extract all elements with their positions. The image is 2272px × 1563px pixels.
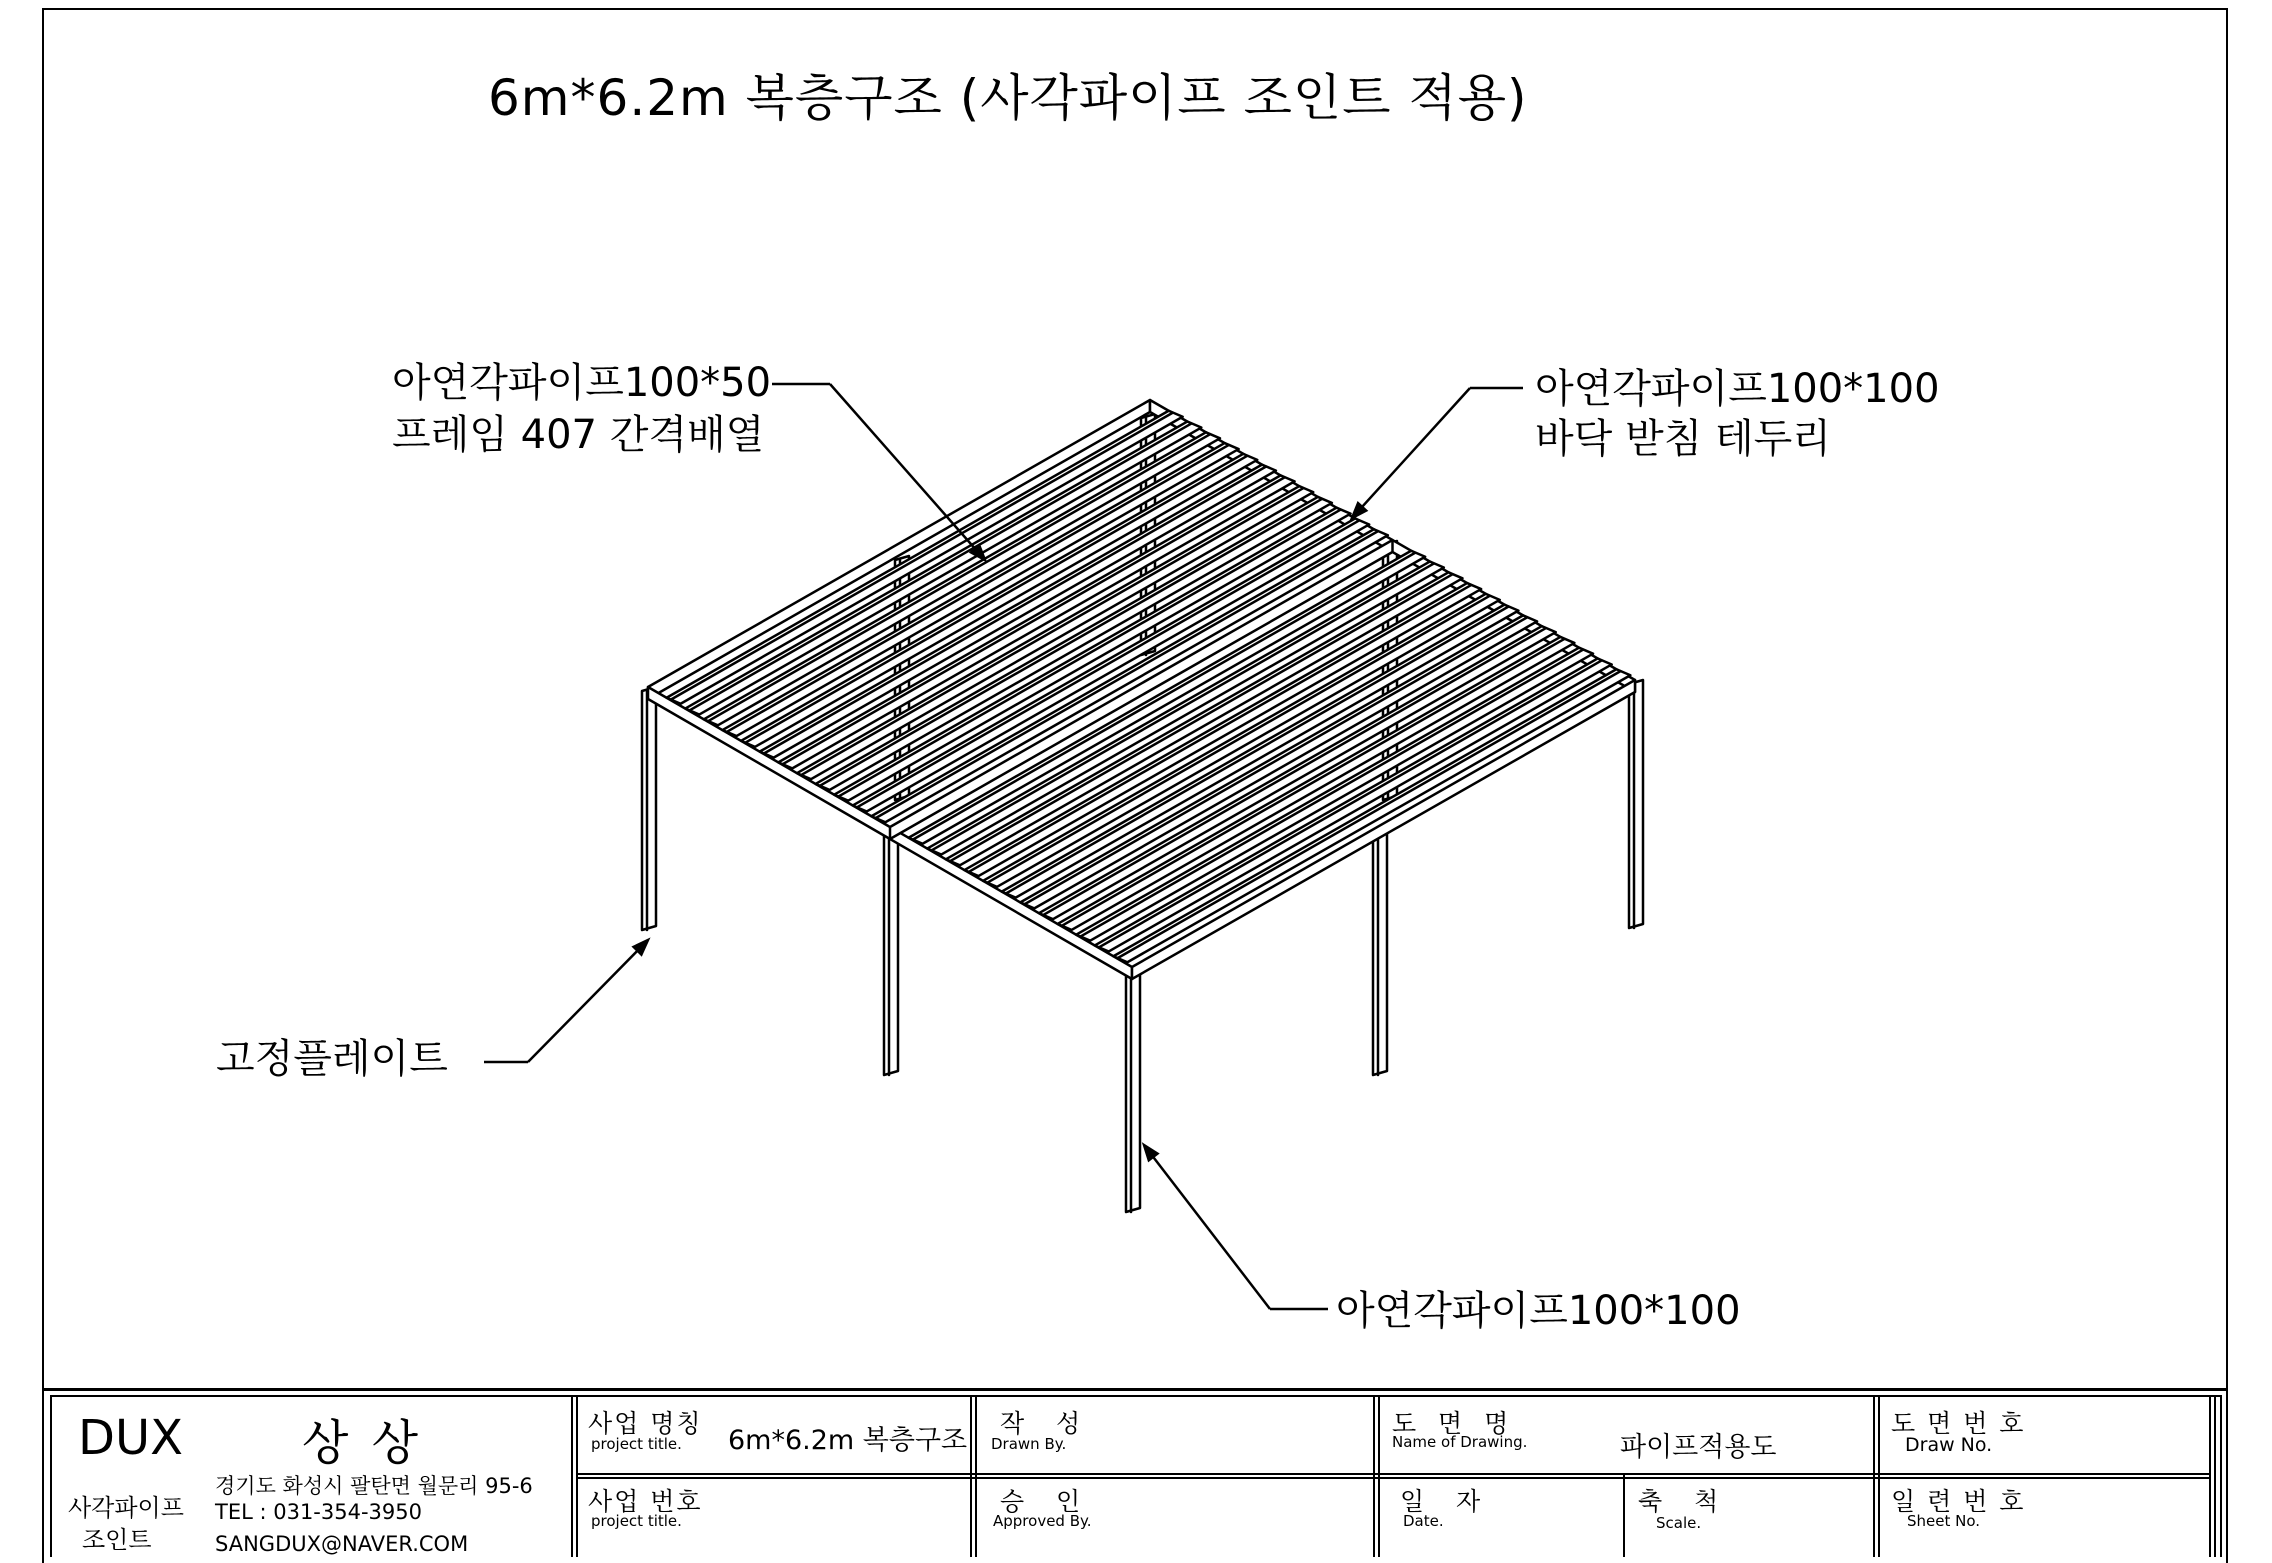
drawing-name-heading: 도 면 명: [1392, 1409, 1511, 1438]
project-name-heading: 사업 명칭: [588, 1409, 703, 1438]
leader-rim: [1352, 388, 1470, 518]
drawing-name-value: 파이프적용도: [1620, 1432, 1777, 1463]
leader-post: [1144, 1145, 1270, 1309]
rim-label-line2: 바닥 받침 테두리: [1535, 416, 1831, 462]
company-tel: TEL : 031-354-3950: [215, 1500, 422, 1524]
product-line1: 사각파이프: [68, 1494, 184, 1522]
drawing-name-subheading: Name of Drawing.: [1392, 1433, 1528, 1451]
column-3: [1629, 680, 1643, 928]
column-1: [642, 687, 656, 930]
scale-subheading: Scale.: [1656, 1514, 1702, 1532]
column-2: [1126, 967, 1140, 1212]
project-name-value: 6m*6.2m 복층구조: [728, 1425, 968, 1456]
project-no-subheading: project title.: [591, 1512, 682, 1530]
column-5: [1373, 831, 1387, 1075]
post-label: 아연각파이프100*100: [1336, 1288, 1741, 1334]
column-4: [884, 827, 898, 1075]
drawn-by-heading: 작 성: [1000, 1409, 1083, 1438]
draw-no-subheading: Draw No.: [1905, 1434, 1993, 1456]
date-heading: 일 자: [1400, 1487, 1483, 1516]
plate-label: 고정플레이트: [216, 1036, 448, 1082]
joist-label-line1: 아연각파이프100*50: [392, 360, 772, 406]
company-email: SANGDUX@NAVER.COM: [215, 1532, 469, 1556]
project-no-heading: 사업 번호: [588, 1487, 703, 1516]
project-name-subheading: project title.: [591, 1435, 682, 1453]
approved-by-heading: 승 인: [1000, 1487, 1083, 1516]
sheet-no-heading: 일 련 번 호: [1891, 1487, 2026, 1516]
leader-joist: [830, 384, 985, 560]
rim-label-line1: 아연각파이프100*100: [1535, 366, 1940, 412]
drawn-by-subheading: Drawn By.: [991, 1435, 1067, 1453]
draw-no-heading: 도 면 번 호: [1891, 1409, 2026, 1438]
scale-heading: 축 척: [1638, 1487, 1721, 1516]
company-name: 상 상: [302, 1415, 422, 1471]
brand-logo-text: DUX: [78, 1410, 183, 1466]
drawing-title: 6m*6.2m 복층구조 (사각파이프 조인트 적용): [488, 69, 1528, 127]
product-line2: 조인트: [82, 1526, 152, 1554]
sheet-no-subheading: Sheet No.: [1907, 1512, 1981, 1530]
approved-by-subheading: Approved By.: [993, 1512, 1092, 1530]
leader-plate: [528, 940, 648, 1062]
joist-label-line2: 프레임 407 간격배열: [392, 412, 765, 458]
company-address: 경기도 화성시 팔탄면 월문리 95-6: [215, 1474, 533, 1498]
date-subheading: Date.: [1403, 1512, 1444, 1530]
